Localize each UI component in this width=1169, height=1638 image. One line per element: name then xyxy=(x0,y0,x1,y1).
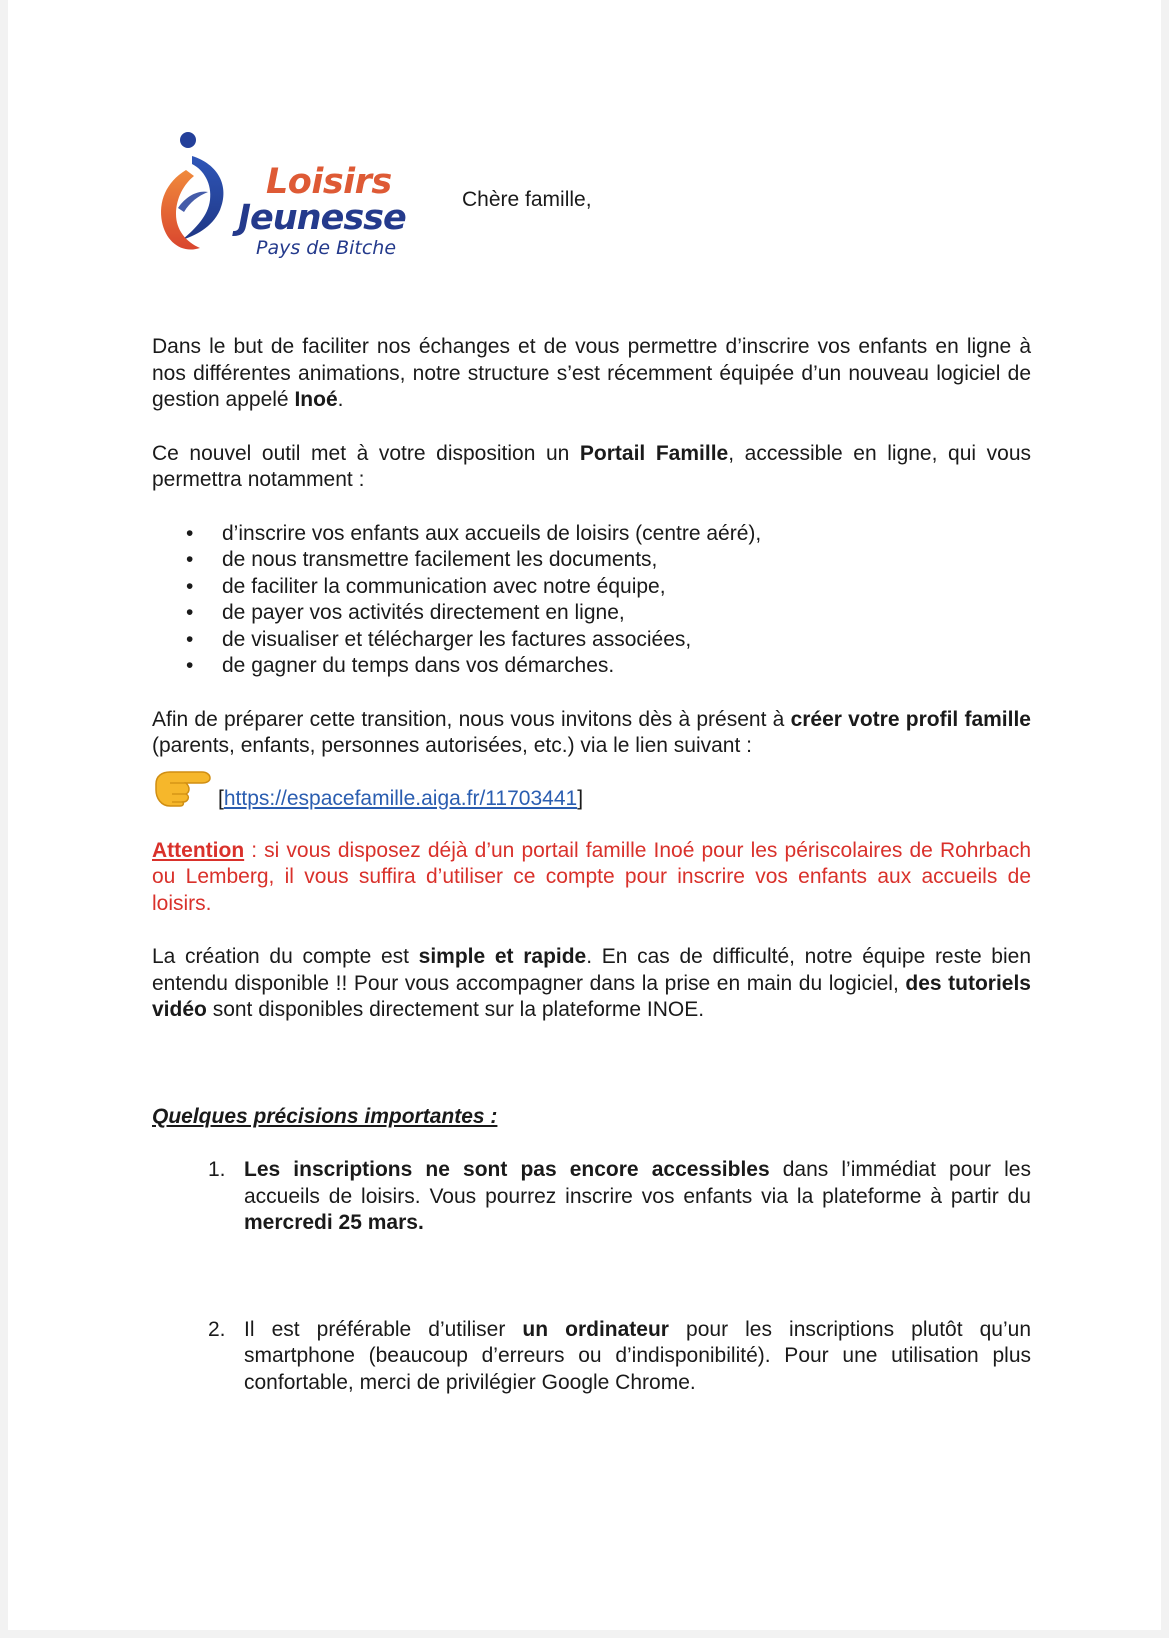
list-item: • de nous transmettre facilement les documents, xyxy=(152,547,1031,574)
pointing-hand-icon xyxy=(152,762,212,808)
intro-paragraph xyxy=(152,334,1031,414)
precisions-list xyxy=(152,1157,1031,1396)
logo-line-pays: Pays de Bitche xyxy=(256,237,397,259)
creation-text-2: . En cas de difficulté, notre équipe reste bien entendu disponible !! Pour vous accompagner dans la prise en main du logiciel, xyxy=(152,945,1032,995)
letter-body xyxy=(152,334,1031,1396)
list-item: • de visualiser et télécharger les factures associées, xyxy=(152,627,1031,654)
item-text-1: dans l’immédiat pour les accueils de loisirs. Vous pourrez inscrire vos enfants via la plateforme à partir du xyxy=(244,1158,1031,1208)
greeting: Chère famille, xyxy=(462,188,592,211)
creation-bold-1: simple et rapide xyxy=(418,945,587,968)
logo-line-loisirs: Loisirs xyxy=(266,162,392,202)
list-item xyxy=(152,1317,1031,1397)
profile-end: (parents, enfants, personnes autorisées, etc.) via le lien suivant : xyxy=(152,734,752,757)
item-number: 1. xyxy=(208,1158,226,1181)
profile-bold: créer votre profil famille xyxy=(790,707,1031,731)
link-close-bracket: ] xyxy=(577,786,584,810)
intro-end: . xyxy=(337,388,344,411)
link-row xyxy=(152,760,1031,812)
logo xyxy=(156,130,431,265)
features-list xyxy=(152,521,1031,680)
portal-text: Ce nouvel outil met à votre disposition un xyxy=(152,441,580,465)
list-item: • de gagner du temps dans vos démarches. xyxy=(152,653,1031,680)
section-title: Quelques précisions importantes : xyxy=(152,1104,498,1128)
document-page xyxy=(8,0,1161,1630)
profile-text: Afin de préparer cette transition, nous vous invitons dès à présent à xyxy=(152,707,791,731)
creation-bold-2: des tutoriels vidéo xyxy=(152,971,1031,1021)
profile-paragraph xyxy=(152,707,1031,760)
item-number: 2. xyxy=(208,1317,226,1341)
item-bold-1: un ordinateur xyxy=(522,1317,669,1341)
list-item: • de payer vos activités directement en ligne, xyxy=(152,600,1031,627)
item-text-2: pour les inscriptions plutôt qu’un smartphone (beaucoup d’erreurs ou d’indisponibilité). Pour une utilisation plus confortable, merci de privilégier Google Chrome. xyxy=(244,1317,1031,1394)
logo-text xyxy=(238,164,428,260)
creation-paragraph xyxy=(152,944,1031,1024)
item-bold-2: mercredi 25 mars. xyxy=(244,1211,424,1234)
link-open-bracket: [ xyxy=(218,786,224,810)
logo-line-jeunesse: Jeunesse xyxy=(238,198,406,238)
portal-end: , accessible en ligne, qui vous permettra notamment : xyxy=(152,441,1032,491)
link-wrapper xyxy=(218,786,583,813)
creation-text-1: La création du compte est xyxy=(152,945,419,968)
list-item: • de faciliter la communication avec notre équipe, xyxy=(152,574,1031,601)
attention-paragraph xyxy=(152,838,1031,918)
list-item xyxy=(152,1157,1031,1237)
item-bold-1: Les inscriptions ne sont pas encore accessibles xyxy=(244,1158,770,1181)
attention-label: Attention xyxy=(152,838,245,862)
creation-text-3: sont disponibles directement sur la plateforme INOE. xyxy=(206,998,705,1021)
portal-bold: Portail Famille xyxy=(579,441,729,465)
attention-text: : si vous disposez déjà d’un portail famille Inoé pour les périscolaires de Rohrbach ou Lemberg, il vous suffira d’utiliser ce compte pour inscrire vos enfants aux accueils de loisirs. xyxy=(152,838,1031,915)
item-text-1: Il est préférable d’utiliser xyxy=(244,1317,523,1341)
intro-bold: Inoé xyxy=(294,388,338,411)
family-portal-link[interactable]: https://espacefamille.aiga.fr/11703441 xyxy=(223,786,578,810)
intro-text: Dans le but de faciliter nos échanges et de vous permettre d’inscrire vos enfants en ligne à nos différentes animations, notre structure s’est récemment équipée d’un nouveau logiciel de gestion appelé xyxy=(152,335,1031,411)
logo-mark-icon xyxy=(156,130,236,265)
list-item: • d’inscrire vos enfants aux accueils de loisirs (centre aéré), xyxy=(152,521,1031,548)
portal-paragraph xyxy=(152,441,1031,494)
